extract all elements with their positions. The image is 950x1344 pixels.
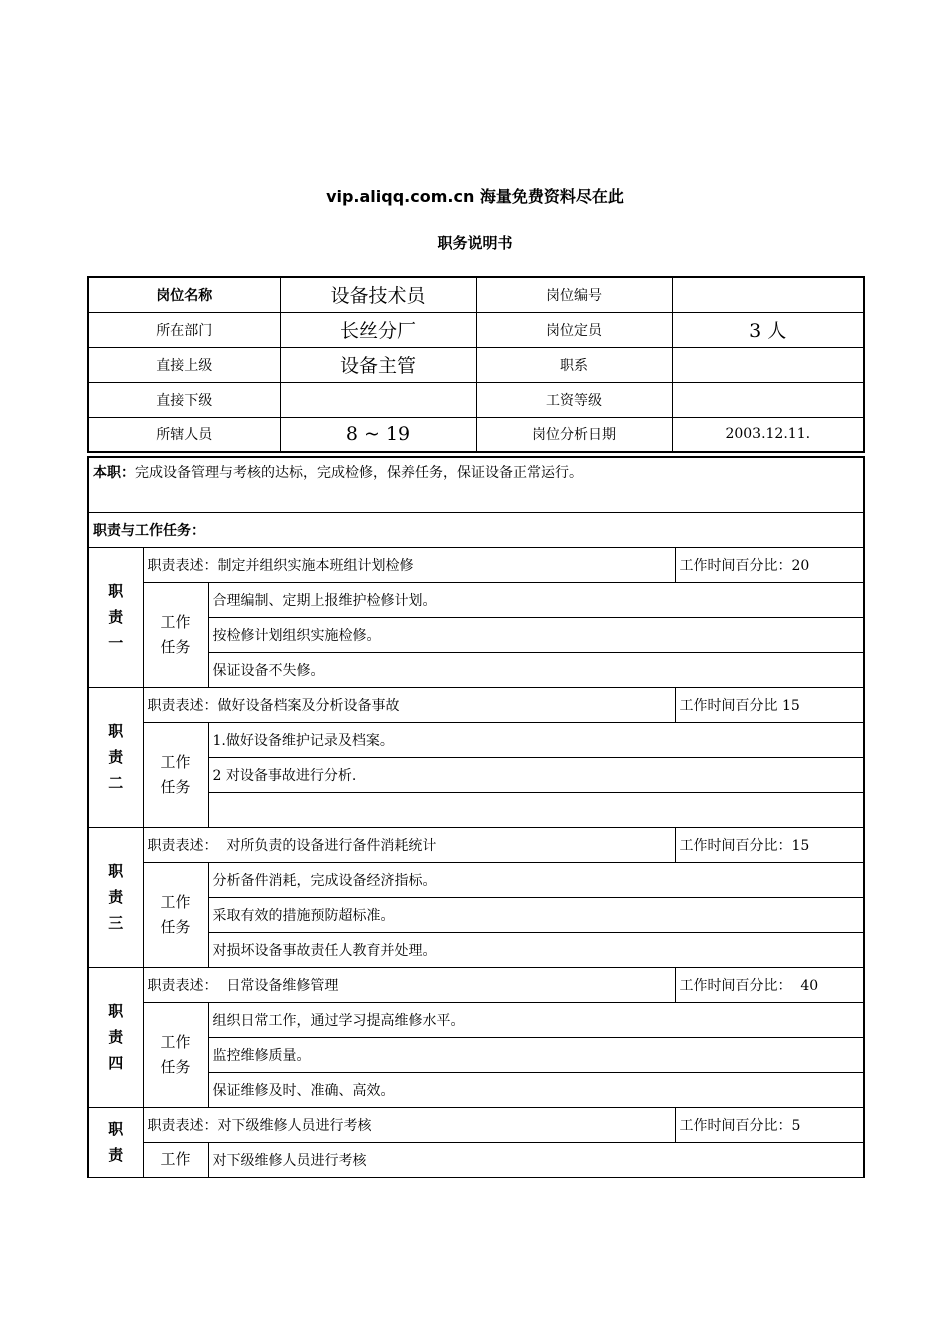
duty-time-percent: 工作时间百分比：15 — [675, 827, 864, 862]
basic-info-table — [87, 276, 865, 453]
table-row — [88, 1142, 864, 1177]
table-row — [88, 582, 864, 617]
headcount-value: 3 人 — [672, 312, 864, 347]
grade-label: 工资等级 — [476, 382, 672, 417]
subordinate-label: 直接下级 — [88, 382, 280, 417]
table-row — [88, 457, 864, 512]
duties-section-title: 职责与工作任务： — [88, 512, 864, 547]
work-task-label: 工作 — [143, 1142, 208, 1177]
task-item: 对损坏设备事故责任人教育并处理。 — [208, 932, 864, 967]
task-item: 保证维修及时、准确、高效。 — [208, 1072, 864, 1107]
series-value — [672, 347, 864, 382]
duty-name: 职 责 — [88, 1107, 143, 1177]
date-label: 岗位分析日期 — [476, 417, 672, 452]
dept-label: 所在部门 — [88, 312, 280, 347]
summary-label: 本职： — [93, 465, 135, 481]
task-item: 保证设备不失修。 — [208, 652, 864, 687]
table-row — [88, 722, 864, 757]
table-row — [88, 862, 864, 897]
post-no-value — [672, 277, 864, 312]
table-row — [88, 512, 864, 547]
duty-time-percent: 工作时间百分比 15 — [675, 687, 864, 722]
grade-value — [672, 382, 864, 417]
headcount-label: 岗位定员 — [476, 312, 672, 347]
table-row — [88, 687, 864, 722]
work-task-label: 工作 任务 — [143, 862, 208, 967]
task-item: 监控维修质量。 — [208, 1037, 864, 1072]
duty-time-percent: 工作时间百分比：20 — [675, 547, 864, 582]
task-item: 2 对设备事故进行分析. — [208, 757, 864, 792]
duty-name: 职 责 四 — [88, 967, 143, 1107]
date-value: 2003.12.11. — [672, 417, 864, 452]
post-no-label: 岗位编号 — [476, 277, 672, 312]
table-row — [88, 827, 864, 862]
dept-value: 长丝分厂 — [280, 312, 476, 347]
duty-description: 职责表述：做好设备档案及分析设备事故 — [143, 687, 675, 722]
post-name-value: 设备技术员 — [280, 277, 476, 312]
task-item: 分析备件消耗，完成设备经济指标。 — [208, 862, 864, 897]
series-label: 职系 — [476, 347, 672, 382]
work-task-label: 工作 任务 — [143, 582, 208, 687]
table-row — [88, 1107, 864, 1142]
duty-time-percent: 工作时间百分比： 40 — [675, 967, 864, 1002]
task-item: 按检修计划组织实施检修。 — [208, 617, 864, 652]
duty-name: 职 责 二 — [88, 687, 143, 827]
table-row — [88, 382, 864, 417]
work-task-label: 工作 任务 — [143, 722, 208, 827]
duty-time-percent: 工作时间百分比：5 — [675, 1107, 864, 1142]
summary-text: 完成设备管理与考核的达标，完成检修，保养任务，保证设备正常运行。 — [135, 465, 583, 481]
table-row — [88, 277, 864, 312]
duty-description: 职责表述： 对所负责的设备进行备件消耗统计 — [143, 827, 675, 862]
table-row — [88, 417, 864, 452]
superior-value: 设备主管 — [280, 347, 476, 382]
table-row — [88, 1002, 864, 1037]
post-name-label: 岗位名称 — [88, 277, 280, 312]
site-banner: vip.aliqq.com.cn 海量免费资料尽在此 — [326, 187, 624, 206]
duty-name: 职 责 一 — [88, 547, 143, 687]
superior-label: 直接上级 — [88, 347, 280, 382]
task-item: 1.做好设备维护记录及档案。 — [208, 722, 864, 757]
table-row — [88, 312, 864, 347]
duty-description: 职责表述： 日常设备维修管理 — [143, 967, 675, 1002]
duty-name: 职 责 三 — [88, 827, 143, 967]
duty-description: 职责表述：制定并组织实施本班组计划检修 — [143, 547, 675, 582]
staff-value: 8 ~ 19 — [280, 417, 476, 452]
table-row — [88, 347, 864, 382]
summary-cell — [88, 457, 864, 512]
document-title: 职务说明书 — [437, 234, 513, 252]
staff-label: 所辖人员 — [88, 417, 280, 452]
duty-description: 职责表述：对下级维修人员进行考核 — [143, 1107, 675, 1142]
task-item: 对下级维修人员进行考核 — [208, 1142, 864, 1177]
task-item: 采取有效的措施预防超标准。 — [208, 897, 864, 932]
task-item — [208, 792, 864, 827]
table-row — [88, 547, 864, 582]
task-item: 合理编制、定期上报维护检修计划。 — [208, 582, 864, 617]
task-item: 组织日常工作，通过学习提高维修水平。 — [208, 1002, 864, 1037]
work-task-label: 工作 任务 — [143, 1002, 208, 1107]
subordinate-value — [280, 382, 476, 417]
table-row — [88, 967, 864, 1002]
duties-table — [87, 456, 865, 1178]
